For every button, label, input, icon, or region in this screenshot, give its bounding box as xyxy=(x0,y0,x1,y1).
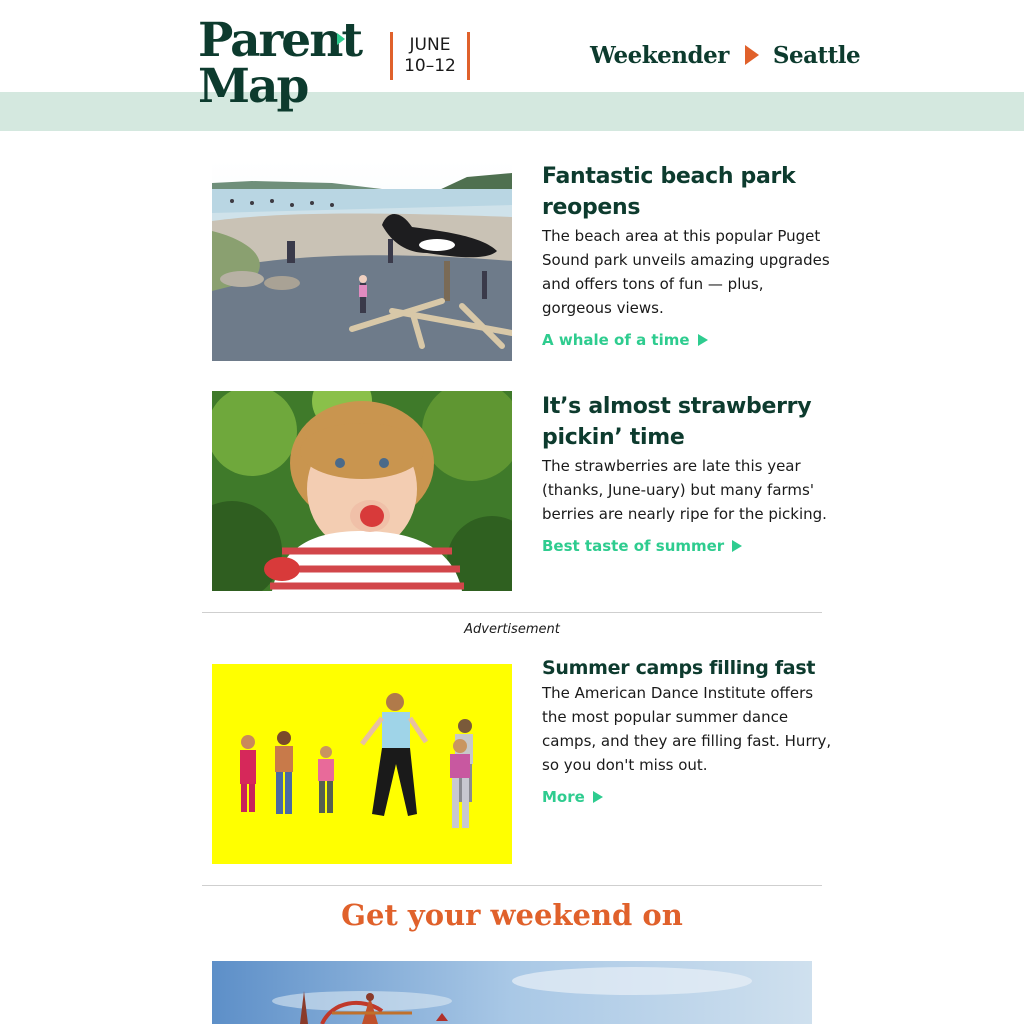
play-triangle-icon xyxy=(732,540,742,552)
article-body: The beach area at this popular Puget Sound park unveils amazing upgrades and offers tons of fun — plus, gorgeous views. xyxy=(542,227,830,317)
play-triangle-icon xyxy=(745,45,759,65)
divider xyxy=(202,885,822,886)
article-beach-park xyxy=(212,161,832,361)
article-headline[interactable]: It’s almost strawberry pickin’ time xyxy=(542,394,812,450)
more-link[interactable] xyxy=(542,788,603,806)
ad-text xyxy=(542,656,832,807)
advertisement-label: Advertisement xyxy=(464,622,560,637)
issue-date-days: 10–12 xyxy=(404,56,456,76)
article-headline[interactable]: Fantastic beach park reopens xyxy=(542,164,796,220)
divider xyxy=(202,612,822,613)
weekend-section-title: Get your weekend on xyxy=(341,898,683,932)
ad-headline[interactable]: Summer camps filling fast xyxy=(542,657,816,679)
logo-line-1: Parent xyxy=(198,13,362,68)
article-strawberry xyxy=(212,391,832,591)
cta-label: A whale of a time xyxy=(542,331,690,349)
logo-play-icon xyxy=(337,33,345,45)
email-header xyxy=(0,0,1024,92)
beach-park-text xyxy=(542,161,832,350)
header-band xyxy=(0,92,1024,131)
cta-label: Best taste of summer xyxy=(542,537,725,555)
article-body: The strawberries are late this year (thanks, June-uary) but many farms' berries are nearly ripe for the picking. xyxy=(542,457,827,523)
weekend-feature-photo[interactable] xyxy=(212,961,812,1024)
issue-date xyxy=(390,32,470,80)
strawberry-photo[interactable] xyxy=(212,391,512,591)
newsletter-city: Seattle xyxy=(772,41,861,69)
play-triangle-icon xyxy=(593,791,603,803)
ad-dance-camps xyxy=(212,656,832,864)
logo-line-2: Map xyxy=(198,59,308,114)
parentmap-logo[interactable] xyxy=(198,13,362,122)
dance-camp-photo[interactable] xyxy=(212,664,512,864)
strawberry-text xyxy=(542,391,832,556)
cta-label: More xyxy=(542,788,585,806)
beach-park-photo[interactable] xyxy=(212,161,512,361)
ad-body: The American Dance Institute offers the most popular summer dance camps, and they are filling fast. Hurry, so you don't miss out. xyxy=(542,684,832,774)
best-taste-of-summer-link[interactable] xyxy=(542,537,742,555)
newsletter-name: Weekender xyxy=(590,41,729,69)
newsletter-title xyxy=(590,38,860,72)
whale-of-a-time-link[interactable] xyxy=(542,331,708,349)
issue-date-month: JUNE xyxy=(409,35,451,55)
play-triangle-icon xyxy=(698,334,708,346)
